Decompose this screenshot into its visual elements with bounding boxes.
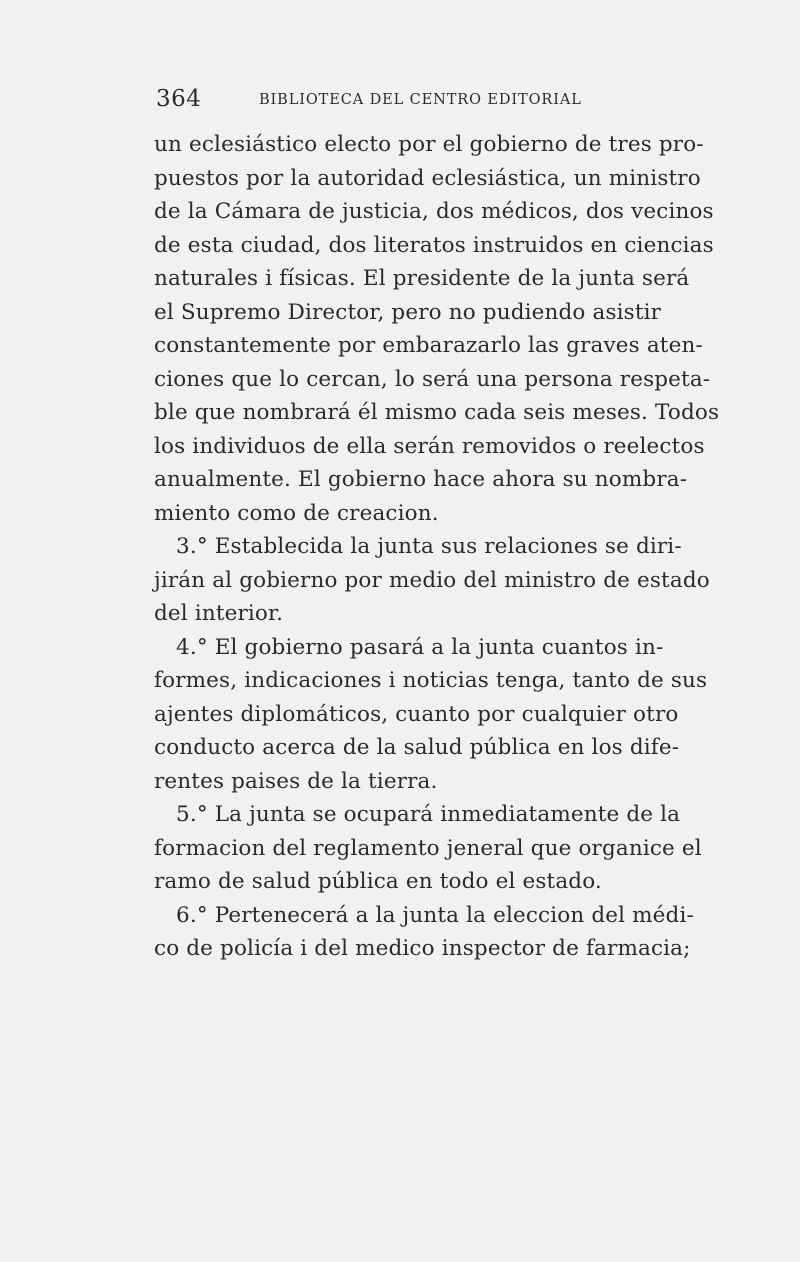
text-line: co de policía i del medico inspector de farmacia; <box>154 936 691 961</box>
page-number: 364 <box>156 86 202 112</box>
text-line: del interior. <box>154 601 284 626</box>
text-line: de la Cámara de justicia, dos médicos, dos vecinos <box>154 199 714 224</box>
text-line: conducto acerca de la salud pública en los dife- <box>154 735 680 760</box>
text-line: naturales i físicas. El presidente de la junta será <box>154 266 690 291</box>
text-line: 6.° Pertenecerá a la junta la eleccion del médi- <box>176 902 694 928</box>
text-line: puestos por la autoridad eclesiástica, un ministro <box>154 165 701 191</box>
running-head-title: BIBLIOTECA DEL CENTRO EDITORIAL <box>259 92 582 108</box>
text-line: 4.° El gobierno pasará a la junta cuantos in- <box>176 634 664 660</box>
text-line: los individuos de ella serán removidos o reelectos <box>154 433 705 459</box>
text-line: constantemente por embarazarlo las graves aten- <box>154 333 703 358</box>
text-line: un eclesiástico electo por el gobierno de tres pro- <box>154 132 704 157</box>
text-line: ble que nombrará él mismo cada seis meses. Todos <box>154 400 720 425</box>
text-line: ramo de salud pública en todo el estado. <box>154 869 602 894</box>
running-head <box>156 86 626 120</box>
text-line: ciones que lo cercan, lo será una persona respeta- <box>154 366 711 392</box>
text-line: jirán al gobierno por medio del ministro de estado <box>154 567 710 593</box>
text-line: rentes paises de la tierra. <box>154 768 438 794</box>
text-line: anualmente. El gobierno hace ahora su nombra- <box>154 467 688 492</box>
text-line: el Supremo Director, pero no pudiendo asistir <box>154 299 662 325</box>
text-line: formacion del reglamento jeneral que organice el <box>154 835 702 861</box>
text-line: 3.° Establecida la junta sus relaciones se diri- <box>176 534 682 559</box>
text-line: de esta ciudad, dos literatos instruidos en ciencias <box>154 232 714 258</box>
text-line: formes, indicaciones i noticias tenga, tanto de sus <box>154 668 708 693</box>
text-line: ajentes diplomáticos, cuanto por cualquier otro <box>154 701 679 727</box>
text-line: 5.° La junta se ocupará inmediatamente de la <box>176 802 681 827</box>
text-line: miento como de creacion. <box>154 500 439 526</box>
body-text <box>154 128 720 966</box>
